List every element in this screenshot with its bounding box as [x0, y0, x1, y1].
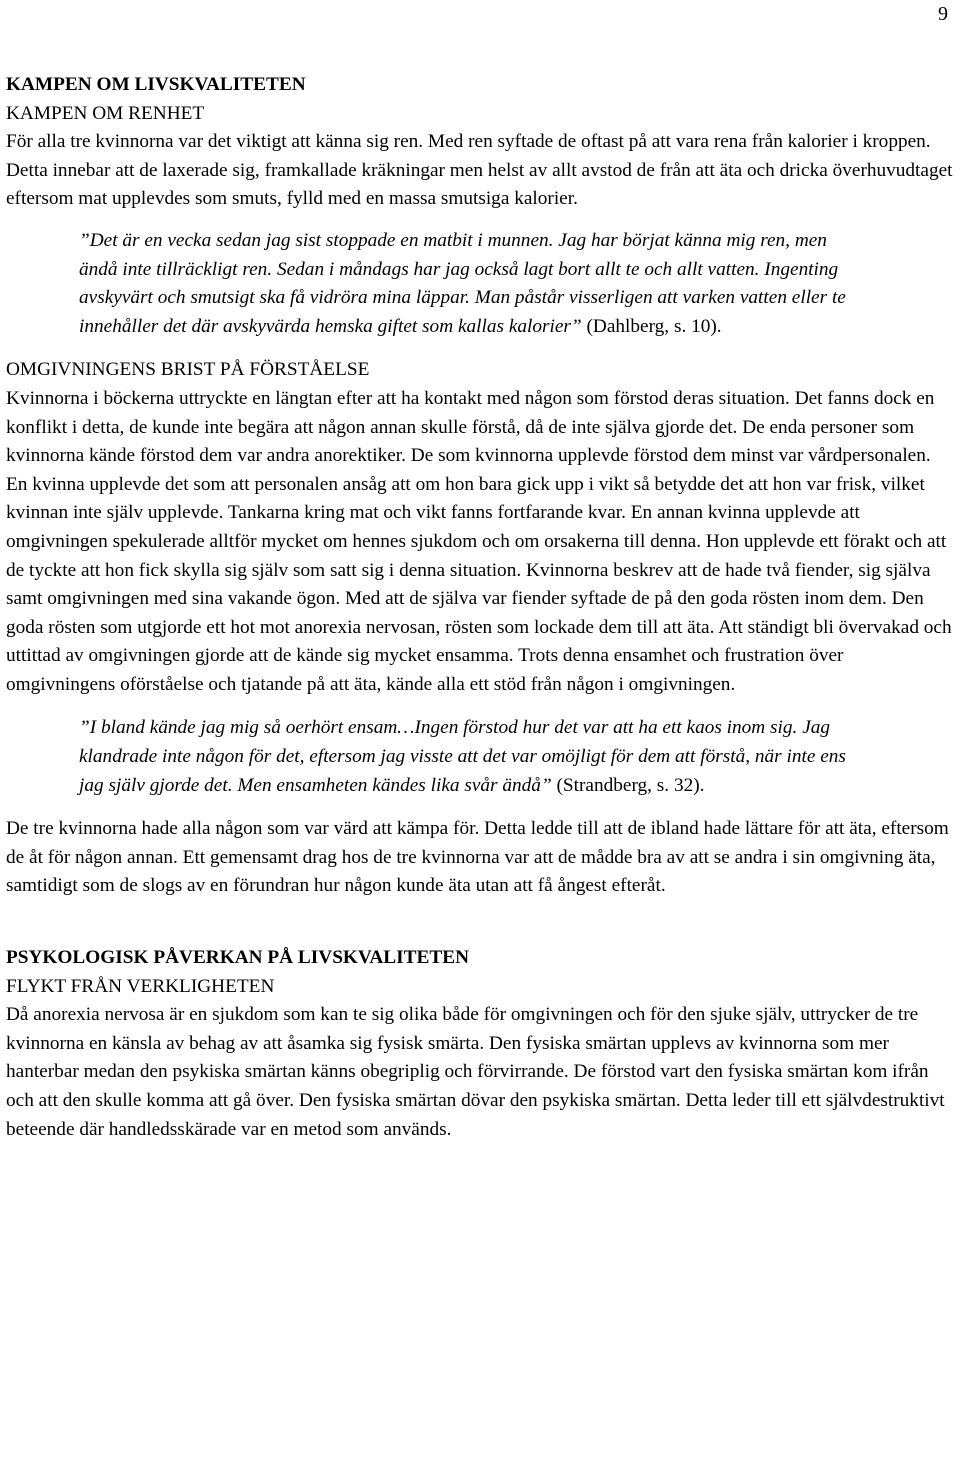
section-heading-psykologisk: PSYKOLOGISK PÅVERKAN PÅ LIVSKVALITETEN: [6, 947, 470, 969]
quote-strandberg: [79, 714, 869, 800]
quote-strandberg-text: ”I bland kände jag mig så oerhört ensam…Ingen förstod hur det var att ha ett kaos inom sig. Jag klandrade inte någon för det, eftersom jag visste att det var omöjligt för dem att förstå, när inte ens jag själv gjorde det. Men ensamheten kändes lika svår ändå”: [79, 717, 846, 796]
subheading-flykt: FLYKT FRÅN VERKLIGHETEN: [6, 975, 275, 997]
section-heading-livskvalitet: KAMPEN OM LIVSKVALITETEN: [6, 74, 306, 95]
paragraph-kampa: De tre kvinnorna hade alla någon som var värd att kämpa för. Detta ledde till att de ibland hade lättare för att äta, eftersom de åt för någon annan. Ett gemensamt drag hos de tre kvinnorna var att de mådde bra av att se andra i sin omgivning äta, samtidigt som de slogs av en förundran hur någon kunde äta utan att få ångest efteråt.: [6, 818, 949, 897]
quote-dahlberg-text: ”Det är en vecka sedan jag sist stoppade en matbit i munnen. Jag har börjat känna mig ren, men ändå inte tillräckligt ren. Sedan i måndags har jag också lagt bort allt te och allt vatten. Ingenting avskyvärt och smutsigt ska få vidröra mina läppar. Man påstår visserligen att varken vatten eller te innehåller det där avskyvärda hemska giftet som kallas kalorier”: [79, 229, 846, 337]
document-body: [6, 71, 956, 1144]
paragraph-flykt: Då anorexia nervosa är en sjukdom som kan te sig olika både för omgivningen och för den sjuke själv, uttrycker de tre kvinnorna en känsla av behag av att åsamka sig fysisk smärta. Den fysiska smärtan upplevs av kvinnorna som mer hanterbar medan den psykiska smärtan känns obegriplig och förvirrande. De förstod vart den fysiska smärtan kom ifrån och att den skulle komma att gå över. Den fysiska smärtan dövar den psykiska smärtan. Detta leder till ett självdestruktivt beteende där handledsskärade var en metod som används.: [6, 1004, 945, 1140]
paragraph-forstaelse: Kvinnorna i böckerna uttryckte en längtan efter att ha kontakt med någon som förstod deras situation. Det fanns dock en konflikt i detta, de kunde inte begära att någon annan skulle förstå, då de inte själva gjorde det. De enda personer som kvinnorna kände förstod dem var andra anorektiker. De som kvinnorna upplevde förstod dem minst var vårdpersonalen. En kvinna upplevde det som att personalen ansåg att om hon bara gick upp i vikt så betydde det att hon var frisk, vilket kvinnan inte själv upplevde. Tankarna kring mat och vikt fanns fortfarande kvar. En annan kvinna upplevde att omgivningen spekulerade alltför mycket om hennes sjukdom och om orsakerna till denna. Hon upplevde ett förakt och att de tyckte att hon fick skylla sig själv som satt sig i denna situation. Kvinnorna beskrev att de hade två fiender, sig själva samt omgivningen med sina vakande ögon. Med att de själva var fiender syftade de på den goda rösten inom dem. Den goda rösten som utgjorde ett hot mot anorexia nervosan, rösten som lockade dem till att äta. Att ständigt bli övervakad och uttittad av omgivningen gjorde att de kände sig mycket ensamma. Trots denna ensamhet och frustration över omgivningens oförståelse och tjatande på att äta, kände alla ett stöd från någon i omgivningen.: [6, 387, 952, 695]
subheading-renhet: KAMPEN OM RENHET: [6, 102, 205, 124]
quote-dahlberg: [79, 227, 869, 341]
page-number: 9: [938, 3, 948, 25]
quote-strandberg-citation: (Strandberg, s. 32).: [551, 774, 705, 796]
paragraph-renhet: För alla tre kvinnorna var det viktigt att känna sig ren. Med ren syftade de oftast på att vara rena från kalorier i kroppen. Detta innebar att de laxerade sig, framkallade kräkningar men helst av allt avstod de från att äta och dricka överhuvudtaget eftersom mat upplevdes som smuts, fylld med en massa smutsiga kalorier.: [6, 131, 953, 210]
subheading-forstaelse: OMGIVNINGENS BRIST PÅ FÖRSTÅELSE: [6, 359, 370, 381]
quote-dahlberg-citation: (Dahlberg, s. 10).: [581, 315, 722, 337]
